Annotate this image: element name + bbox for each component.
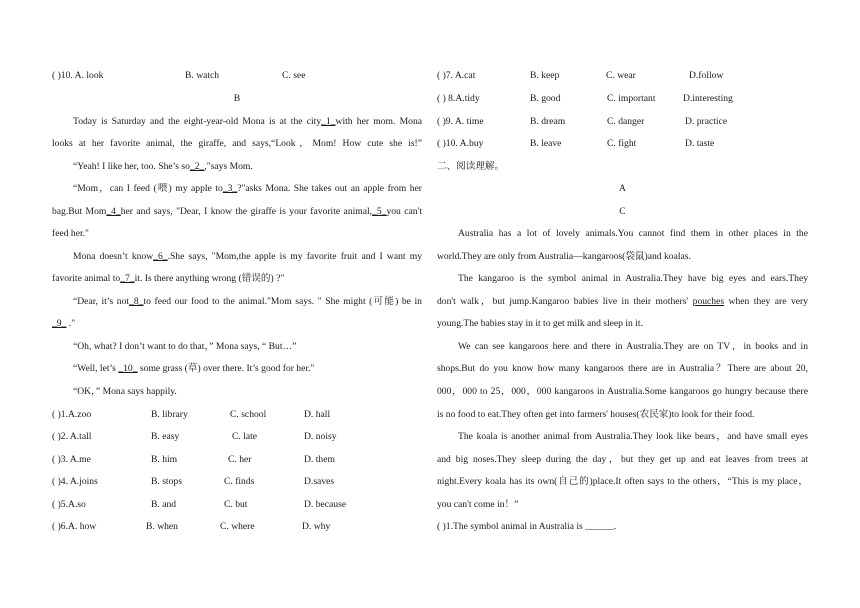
passage-line: “Yeah! I like her, too. She’s so_2_,"says Mom.	[73, 161, 253, 172]
section-heading-reading: 二、阅读理解。	[437, 161, 505, 172]
passage-line: “Dear, it’s not_8_to feed our food to the animal."Mom says. " She might (可能) be in	[73, 296, 422, 307]
question-1: ( )1.The symbol animal in Australia is ______.	[437, 521, 617, 532]
passage-line: night.Every koala has its own(自己的)place.It often says to the others，“This is my place，	[437, 476, 808, 487]
section-c-heading: C	[619, 206, 626, 217]
passage-line: feed her."	[52, 228, 89, 239]
passage-line: and big noses.They sleep during the day，but they get up and eat leaves from trees at	[437, 454, 808, 465]
passage-line: “Mom，can I feed (喂) my apple to_3_?"asks Mona. She takes out an apple from her	[73, 183, 423, 194]
passage-line: Today is Saturday and the eight-year-old Mona is at the city_1_with her mom. Mona	[73, 116, 422, 127]
passage-line: The kangaroo is the symbol animal in Australia.They have big eyes and ears.They	[458, 273, 808, 284]
passage-line: don't walk，but jump.Kangaroo babies live in their mothers' pouches when they are very	[437, 296, 808, 307]
passage-line: “Well, let’s _10_ some grass (草) over there. It’s good for her."	[73, 363, 315, 374]
passage-line: We can see kangaroos here and there in Australia.They are on TV，in books and in	[458, 341, 808, 352]
passage-line: young.The babies stay in it to get milk and sleep in it.	[437, 318, 643, 329]
passage-line: shops.But do you know how many kangaroos there are in Australia？There are about 20,	[437, 363, 808, 374]
passage-line: 000，000 to 25，000，000 kangaroos in Australia.Some kangaroos go hungry because there	[437, 386, 808, 397]
passage-line: bag.But Mom_4_her and says, "Dear, I know the giraffe is your favorite animal,_5_you can't	[52, 206, 422, 217]
passage-line: Mona doesn’t know_6_.She says, "Mom,the apple is my favorite fruit and I want my	[73, 251, 422, 262]
passage-line: “OK，” Mona says happily.	[73, 386, 177, 397]
section-b-heading: B	[233, 93, 241, 104]
passage-line: world.They are only from Australia—kangaroos(袋鼠)and koalas.	[437, 251, 691, 262]
passage-line: you can't come in！”	[437, 499, 519, 510]
passage-line: _9_ ."	[52, 318, 76, 329]
passage-line: is no food to eat.They often get into farmers' houses(农民家)to look for their food.	[437, 409, 755, 420]
section-a-heading: A	[619, 183, 626, 194]
passage-line: favorite animal to_7_it. Is there anything wrong (错误的) ?"	[52, 273, 285, 284]
passage-line: The koala is another animal from Australia.They look like bears，and have small eyes	[458, 431, 808, 442]
passage-line: looks at her favorite animal, the giraffe, and says,“Look，Mom! How cute she is!”	[52, 138, 422, 149]
passage-line: Australia has a lot of lovely animals.You cannot find them in other places in the	[458, 228, 808, 239]
passage-line: “Oh, what? I don’t want to do that，” Mona says, “ But…”	[73, 341, 297, 352]
